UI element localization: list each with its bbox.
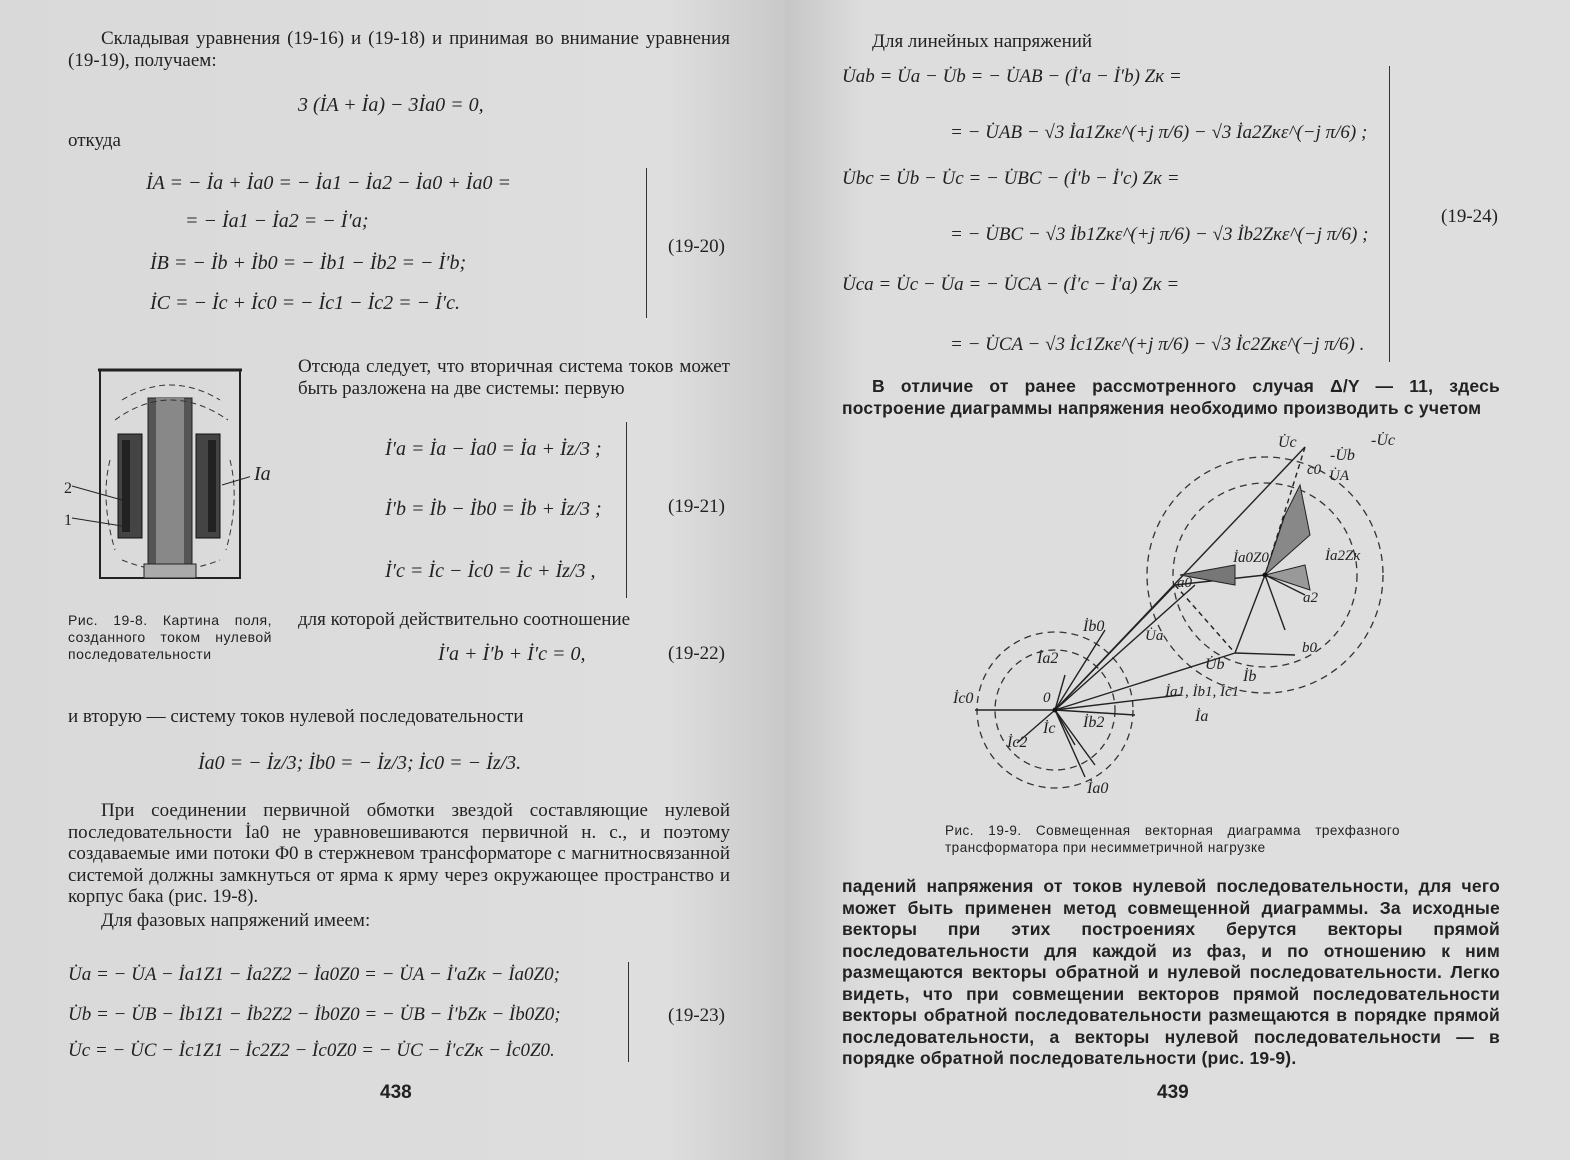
- equation-sum: 3 (İA + İa) − 3İa0 = 0,: [298, 94, 484, 116]
- eq20-number: (19-20): [668, 236, 725, 257]
- fig9-label-ia: İa: [1195, 708, 1209, 725]
- fig8-caption: Рис. 19-8. Картина поля, созданного током нулевой последовательности: [68, 612, 272, 662]
- fig9-label-ic0: İc0: [953, 690, 974, 707]
- eq24-brace: [1375, 66, 1390, 362]
- eq20-line2: = − İa1 − İa2 = − İ′a;: [185, 210, 369, 232]
- para-star-connection: При соединении первичной обмотки звездой составляющие нулевой последовательности İa0 не уравновешиваются первичной н. с., и поэтому создаваемые ими потоки Φ0 в стержневом трансформаторе с магнитносвязанной системой должны замкнуться от ярма к ярму через окружающее пространство и корпус бака (рис. 19-8).: [68, 800, 730, 907]
- fig9-label-ub: U̇b: [1205, 656, 1225, 673]
- fig9-label-ia2: İa2: [1037, 650, 1059, 667]
- fig9-label-a2: a2: [1303, 590, 1318, 606]
- fig9-label-minus-ub: -U̇b: [1330, 447, 1355, 464]
- eq21-line1: İ′a = İa − İa0 = İa + İz/3 ;: [385, 438, 602, 460]
- fig9-label-uc: U̇c: [1278, 434, 1297, 451]
- eq23-line1: U̇a = − U̇A − İa1Z1 − İa2Z2 − İa0Z0 = − U̇A − İ′aZк − İa0Z0;: [68, 964, 560, 985]
- fig9-label-c0: c0: [1307, 462, 1322, 478]
- eq21-line3: İ′c = İc − İc0 = İc + İz/3 ,: [385, 560, 596, 582]
- para-secondary-system: Отсюда следует, что вторичная система токов может быть разложена на две системы: первую: [298, 356, 730, 399]
- fig9-label-ib0: İb0: [1083, 618, 1105, 635]
- right-page: [785, 0, 1570, 1160]
- second-system-text: и вторую — систему токов нулевой последовательности: [68, 706, 524, 727]
- eq20-line4: İC = − İc + İc0 = − İc1 − İc2 = − İ′c.: [150, 292, 461, 314]
- page-number-right: 439: [1157, 1082, 1189, 1103]
- eq21-line2: İ′b = İb − İb0 = İb + İz/3 ;: [385, 498, 602, 520]
- fig9-label-a0: a0: [1177, 575, 1192, 591]
- phase-intro-text: Для фазовых напряжений имеем:: [101, 910, 371, 931]
- eq21-number: (19-21): [668, 496, 725, 517]
- eq22-number: (19-22): [668, 643, 725, 664]
- for-which-text: для которой действительно соотношение: [298, 609, 631, 630]
- fig9-label-ic2: İc2: [1007, 734, 1028, 751]
- eq-zero-sequence: İa0 = − İz/3; İb0 = − İz/3; İc0 = − İz/3.: [198, 752, 522, 774]
- eq22: İ′a + İ′b + İ′c = 0,: [438, 643, 586, 665]
- fig8-label-1: 1: [64, 512, 72, 529]
- fig9-label-ia2zk: İa2Zк: [1325, 548, 1361, 564]
- fig9-label-ib: İb: [1243, 668, 1257, 685]
- fig9-caption: Рис. 19-9. Совмещенная векторная диаграмма трехфазного трансформатора при несимметричной нагрузке: [945, 823, 1400, 855]
- fig8-label-ia: Ia: [254, 463, 271, 485]
- eq23-line2: U̇b = − U̇B − İb1Z1 − İb2Z2 − İb0Z0 = − U̇B − İ′bZк − İb0Z0;: [68, 1004, 561, 1025]
- eq20-brace: [632, 168, 647, 318]
- fig9-label-origin: 0: [1043, 690, 1051, 706]
- fig8-label-2: 2: [64, 480, 72, 497]
- intro-paragraph: Складывая уравнения (19-16) и (19-18) и принимая во внимание уравнения (19-19), получаем:: [68, 28, 730, 71]
- fig9-label-ic: İc: [1043, 720, 1056, 737]
- line-voltage-intro: Для линейных напряжений: [872, 31, 1093, 52]
- fig9-label-b0: b0: [1302, 640, 1317, 656]
- eq23-number: (19-23): [668, 1005, 725, 1026]
- eq21-brace: [612, 422, 627, 598]
- para-combined-diagram: падений напряжения от токов нулевой последовательности, для чего может быть применен метод совмещенной диаграммы. За исходные векторы при этих построениях берутся векторы прямой последовательности для каждой из фаз, и по отношению к ним размещаются векторы обратной и нулевой последовательности. Легко видеть, что при совмещении векторов прямой последовательности векторы обратной последовательности размещаются в порядке прямой последовательности, а векторы нулевой последовательности — в порядке обратной последовательности (рис. 19-9).: [842, 876, 1500, 1068]
- fig9-label-ia0: İa0: [1087, 780, 1109, 797]
- fig9-label-ia1-ib1-ic1: İa1, İb1, İc1: [1165, 684, 1240, 700]
- fig9-label-minus-uc: -U̇c: [1371, 432, 1395, 449]
- page-number-left: 438: [380, 1082, 412, 1103]
- eq24-line6: = − U̇CA − √3 İc1Zкε^(+j π/6) − √3 İc2Zкε^(−j π/6) .: [950, 334, 1365, 355]
- para-difference: В отличие от ранее рассмотренного случая Δ/Y — 11, здесь построение диаграммы напряжения необходимо производить с учетом: [842, 376, 1500, 418]
- eq23-line3: U̇c = − U̇C − İc1Z1 − İc2Z2 − İc0Z0 = − U̇C − İ′cZк − İc0Z0.: [68, 1040, 555, 1061]
- eq24-number: (19-24): [1441, 206, 1498, 227]
- fig9-label-ua-cap: U̇A: [1329, 468, 1349, 484]
- figure-19-8: [60, 360, 250, 585]
- eq24-line4: = − U̇BC − √3 İb1Zкε^(+j π/6) − √3 İb2Zкε^(−j π/6) ;: [950, 224, 1369, 245]
- eq24-line1: U̇ab = U̇a − U̇b = − U̇AB − (İ′a − İ′b) Zк =: [842, 66, 1182, 87]
- eq24-line3: U̇bc = U̇b − U̇c = − U̇BC − (İ′b − İ′c) Zк =: [842, 168, 1180, 189]
- eq20-line3: İB = − İb + İb0 = − İb1 − İb2 = − İ′b;: [150, 252, 467, 274]
- eq20-line1: İA = − İa + İa0 = − İa1 − İa2 − İa0 + İa0 =: [146, 172, 511, 194]
- eq24-line5: U̇ca = U̇c − U̇a = − U̇CA − (İ′c − İ′a) Zк =: [842, 274, 1180, 295]
- fig9-label-ia0z0: İa0Z0: [1233, 550, 1269, 566]
- eq24-line2: = − U̇AB − √3 İa1Zкε^(+j π/6) − √3 İa2Zкε^(−j π/6) ;: [950, 122, 1368, 143]
- fig9-label-ib2: İb2: [1083, 714, 1105, 731]
- otkuda-text: откуда: [68, 130, 121, 151]
- eq23-brace: [614, 962, 629, 1062]
- fig9-label-ua: U̇a: [1145, 628, 1164, 644]
